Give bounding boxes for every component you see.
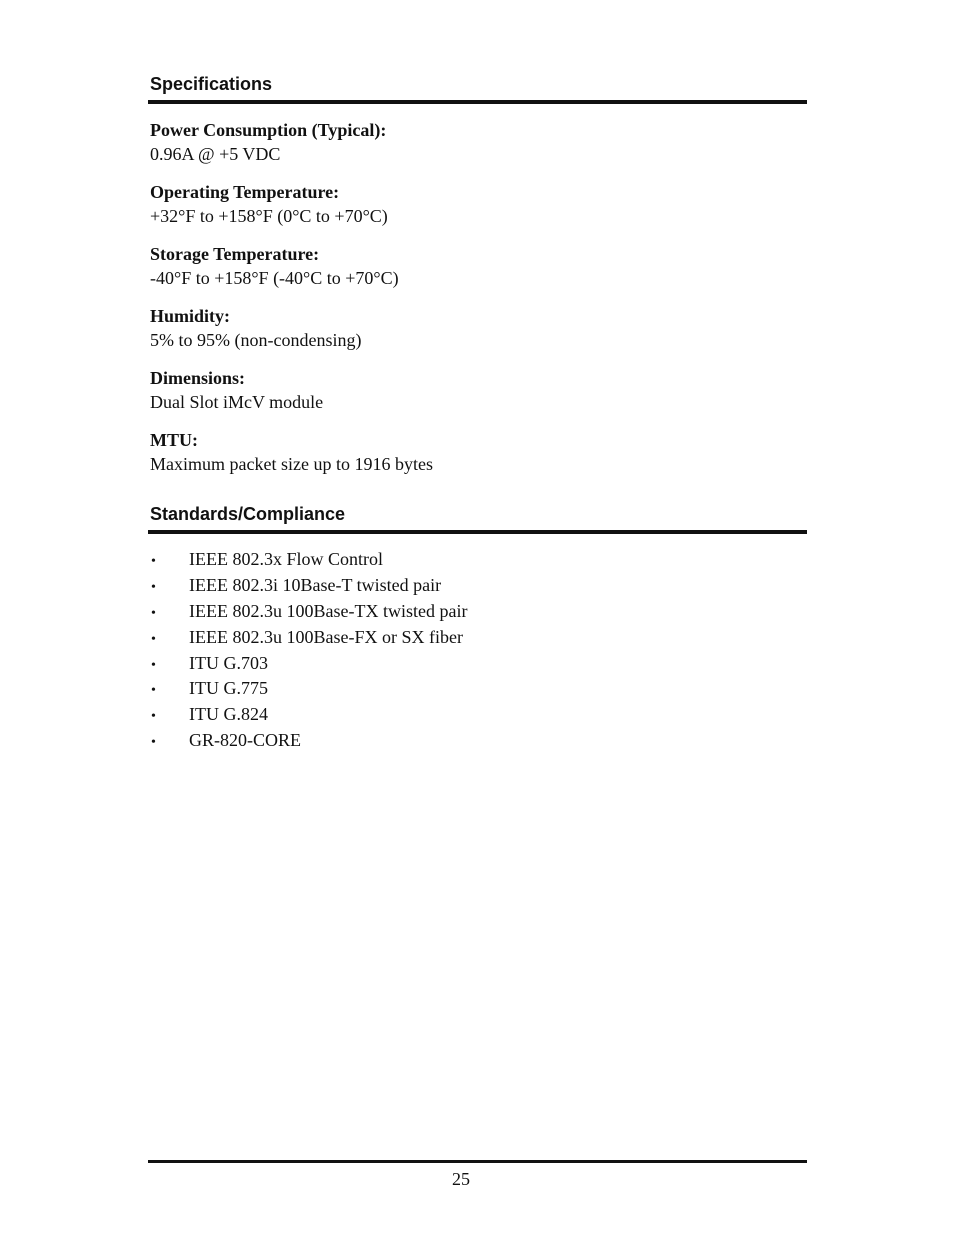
bullet-icon: • xyxy=(151,709,156,725)
spec-humidity xyxy=(150,304,790,352)
list-item-text: ITU G.775 xyxy=(189,678,268,699)
list-item xyxy=(150,728,467,754)
footer-rule xyxy=(148,1160,807,1163)
list-item-text: IEEE 802.3i 10Base-T twisted pair xyxy=(189,574,442,595)
specifications-heading: Specifications xyxy=(150,74,273,94)
bullet-icon: • xyxy=(151,657,156,673)
spec-value: Maximum packet size up to 1916 bytes xyxy=(150,454,433,474)
list-item-text: ITU G.703 xyxy=(189,652,268,673)
specifications-rule xyxy=(148,100,807,104)
page-number: 25 xyxy=(452,1169,470,1189)
spec-value: 5% to 95% (non-condensing) xyxy=(150,330,362,350)
spec-value: 0.96A @ +5 VDC xyxy=(150,144,281,164)
list-item xyxy=(150,651,467,677)
list-item-text: GR-820-CORE xyxy=(189,730,301,751)
spec-value: Dual Slot iMcV module xyxy=(150,392,324,412)
standards-heading: Standards/Compliance xyxy=(150,504,346,524)
spec-mtu xyxy=(150,428,790,476)
spec-label: Storage Temperature: xyxy=(150,244,320,264)
spec-label: Dimensions: xyxy=(150,368,246,388)
standards-rule xyxy=(148,530,807,534)
list-item xyxy=(150,547,467,573)
spec-label: Operating Temperature: xyxy=(150,182,340,202)
bullet-icon: • xyxy=(151,579,156,595)
bullet-icon: • xyxy=(151,735,156,751)
bullet-icon: • xyxy=(151,631,156,647)
list-item-text: IEEE 802.3x Flow Control xyxy=(189,549,383,569)
spec-label: Power Consumption (Typical): xyxy=(150,120,387,140)
spec-operating-temperature xyxy=(150,180,790,228)
standards-list xyxy=(150,547,467,754)
spec-value: -40°F to +158°F (-40°C to +70°C) xyxy=(150,268,399,288)
spec-label: Humidity: xyxy=(150,306,231,326)
list-item-text: IEEE 802.3u 100Base-FX or SX fiber xyxy=(189,626,463,647)
spec-value: +32°F to +158°F (0°C to +70°C) xyxy=(150,206,388,226)
list-item-text: ITU G.824 xyxy=(189,704,268,725)
list-item xyxy=(150,599,467,625)
list-item xyxy=(150,702,467,728)
spec-dimensions xyxy=(150,366,790,414)
list-item xyxy=(150,676,467,702)
spec-label: MTU: xyxy=(150,430,198,450)
list-item-text: IEEE 802.3u 100Base-TX twisted pair xyxy=(189,600,468,621)
bullet-icon: • xyxy=(151,554,156,569)
spec-power-consumption xyxy=(150,118,790,166)
bullet-icon: • xyxy=(151,683,156,699)
spec-storage-temperature xyxy=(150,242,790,290)
list-item xyxy=(150,573,467,599)
list-item xyxy=(150,625,467,651)
bullet-icon: • xyxy=(151,605,156,621)
